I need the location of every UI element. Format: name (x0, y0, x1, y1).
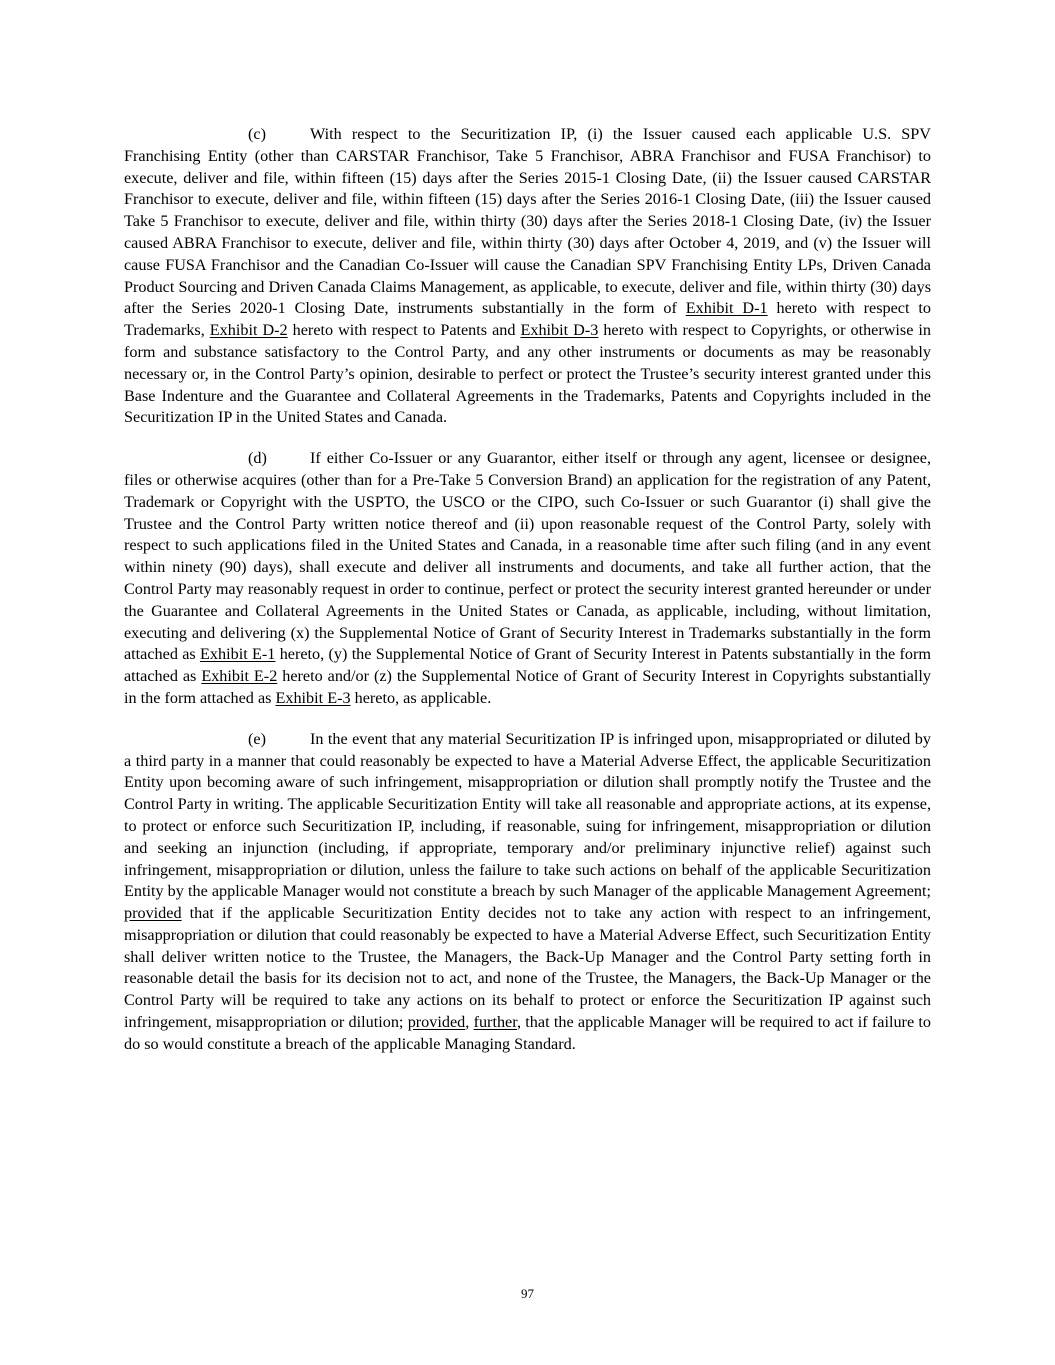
exhibit-d2-reference: Exhibit D-2 (209, 321, 288, 340)
paragraph-label: (c) (248, 125, 266, 143)
exhibit-e1-reference: Exhibit E-1 (200, 645, 276, 664)
provided-term: provided (407, 1013, 466, 1032)
paragraph-text: hereto with respect to Trademarks, (124, 299, 931, 340)
paragraph-text: In the event that any material Securitization IP is infringed upon, misappropriated or diluted by a third party in a manner that could reasonably be expected to have a Material Adverse Effect, the applicable Securitization Entity upon becoming aware of such infringement, misappropriation or dilution shall promptly notify the Trustee and the Control Party in writing. The applicable Securitization Entity will take all reasonable and appropriate actions, at its expense, to protect or enforce such Securitization IP, including, if reasonable, suing for infringement, misappropriation or dilution and seeking an injunction (including, if appropriate, temporary and/or preliminary injunctive relief) against such infringement, misappropriation or dilution, unless the failure to take such actions on behalf of the applicable Securitization Entity by the applicable Manager would not constitute a breach by such Manager of the applicable Management Agreement; (124, 729, 931, 901)
paragraph-text: that if the applicable Securitization Entity decides not to take any action with respect to an infringement, misappropriation or dilution that could reasonably be expected to have a Material Adverse Effect, such Securitization Entity shall deliver written notice to the Trustee, the Managers, the Back-Up Manager and the Control Party setting forth in reasonable detail the basis for its decision not to act, and none of the Trustee, the Managers, the Back-Up Manager or the Control Party will be required to take any actions on its behalf to protect or enforce the Securitization IP against such infringement, misappropriation or dilution; (124, 904, 931, 1032)
provided-term: provided (124, 904, 182, 923)
paragraph-text: hereto, as applicable. (350, 688, 492, 707)
paragraph-d (124, 448, 931, 710)
paragraph-label: (e) (248, 729, 266, 748)
page-number: 97 (521, 1286, 534, 1301)
paragraph-text: , that the applicable Manager will be required to act if failure to do so would constitute a breach of the applicable Managing Standard. (124, 1013, 931, 1053)
paragraph-text: If either Co-Issuer or any Guarantor, either itself or through any agent, licensee or designee, files or otherwise acquires (other than for a Pre-Take 5 Conversion Brand) an application for the registration of any Patent, Trademark or Copyright with the USPTO, the USCO or the CIPO, such Co-Issuer or such Guarantor (i) shall give the Trustee and the Control Party written notice thereof and (ii) upon reasonable request of the Control Party, solely with respect to such applications filed in the United States and Canada, in a reasonable time after such filing (and in any event within ninety (90) days), shall execute and deliver all instruments and documents, and take all further action, that the Control Party may reasonably request in order to continue, perfect or protect the security interest granted hereunder or under the Guarantee and Collateral Agreements in the United States or Canada, as applicable, including, without limitation, executing and delivering (x) the Supplemental Notice of Grant of Security Interest in Trademarks substantially in the form attached as (124, 449, 931, 664)
document-body (124, 124, 931, 1075)
further-term: further (473, 1013, 517, 1032)
exhibit-d1-reference: Exhibit D-1 (685, 299, 768, 318)
paragraph-e (124, 729, 931, 1056)
paragraph-text: hereto, (y) the Supplemental Notice of Grant of Security Interest in Patents substantially in the form attached as (124, 645, 931, 686)
paragraph-label: (d) (248, 449, 267, 468)
exhibit-d3-reference: Exhibit D-3 (520, 321, 599, 340)
paragraph-text: hereto with respect to Patents and (287, 321, 521, 340)
exhibit-e2-reference: Exhibit E-2 (201, 667, 278, 686)
paragraph-c (124, 124, 931, 429)
paragraph-text: hereto and/or (z) the Supplemental Notice of Grant of Security Interest in Copyrights substantially in the form attached as (124, 667, 931, 707)
exhibit-e3-reference: Exhibit E-3 (275, 688, 351, 707)
paragraph-text: , (465, 1013, 474, 1032)
paragraph-text: With respect to the Securitization IP, (i) the Issuer caused each applicable U.S. SPV Franchising Entity (other than CARSTAR Franchisor, Take 5 Franchisor, ABRA Franchisor and FUSA Franchisor) to execute, deliver and file, within fifteen (15) days after the Series 2015-1 Closing Date, (ii) the Issuer caused CARSTAR Franchisor to execute, deliver and file, within fifteen (15) days after the Series 2016-1 Closing Date, (iii) the Issuer caused Take 5 Franchisor to execute, deliver and file, within thirty (30) days after the Series 2018-1 Closing Date, (iv) the Issuer caused ABRA Franchisor to execute, deliver and file, within thirty (30) days after October 4, 2019, and (v) the Issuer will cause FUSA Franchisor and the Canadian Co-Issuer will cause the Canadian SPV Franchising Entity LPs, Driven Canada Product Sourcing and Driven Canada Claims Management, as applicable, to execute, deliver and file, within thirty (30) days after the Series 2020-1 Closing Date, instruments substantially in the form of (124, 125, 931, 318)
paragraph-text: hereto with respect to Copyrights, or otherwise in form and substance satisfactory to the Control Party, and any other instruments or documents as may be reasonably necessary or, in the Control Party’s opinion, desirable to perfect or protect the Trustee’s security interest granted under this Base Indenture and the Guarantee and Collateral Agreements in the Trademarks, Patents and Copyrights included in the Securitization IP in the United States and Canada. (124, 321, 932, 427)
